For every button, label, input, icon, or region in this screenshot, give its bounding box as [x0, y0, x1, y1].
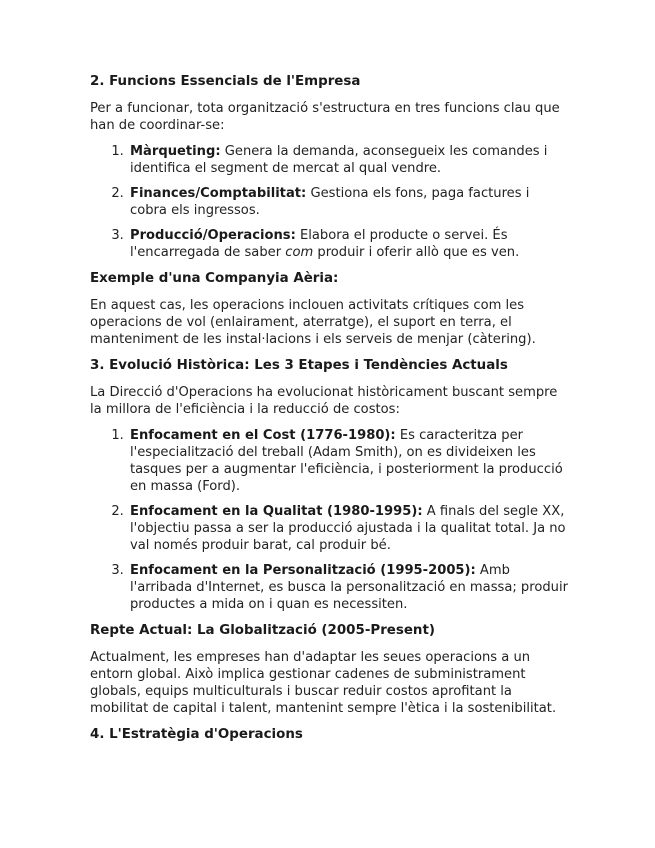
list-item: [128, 562, 568, 613]
section-2-heading: 2. Funcions Essencials de l'Empresa: [90, 74, 361, 89]
list-item: [128, 143, 568, 177]
section-3-intro: La Direcció d'Operacions ha evolucionat històricament buscant sempre la millora de l'eficiència i la reducció de costos:: [90, 385, 558, 417]
document-page: [90, 73, 568, 753]
list-item-term: Producció/Operacions:: [130, 228, 296, 243]
list-item-text: Amb l'arribada d'Internet, es busca la personalització en massa; produir productes a mida on i quan es necessiten.: [130, 563, 568, 612]
list-item-text: A finals del segle XX, l'objectiu passa a ser la producció ajustada i la qualitat total. Ja no val només produir barat, cal produir bé.: [130, 504, 566, 553]
list-item-term: Finances/Comptabilitat:: [130, 186, 307, 201]
list-item-term: Enfocament en el Cost (1776-1980):: [130, 428, 396, 443]
list-item: [128, 227, 568, 261]
section-2-intro: Per a funcionar, tota organització s'estructura en tres funcions clau que han de coordinar-se:: [90, 101, 560, 133]
list-item-term: Màrqueting:: [130, 144, 221, 159]
historical-stages-list: [90, 427, 568, 613]
list-item-term: Enfocament en la Personalització (1995-2005):: [130, 563, 476, 578]
list-item: [128, 185, 568, 219]
example-text: En aquest cas, les operacions inclouen activitats crítiques com les operacions de vol (enlairament, aterratge), el suport en terra, el manteniment de les instal·lacions i els serveis de menjar (càtering).: [90, 298, 536, 347]
list-item-text: Es caracteritza per l'especialització del treball (Adam Smith), on es divideixen les tasques per a augmentar l'eficiència, i posteriorment la producció en massa (Ford).: [130, 428, 563, 494]
challenge-text: Actualment, les empreses han d'adaptar les seues operacions a un entorn global. Això implica gestionar cadenes de subministrament globals, equips multiculturals i buscar reduir costos aprofitant la mobilitat de capital i talent, mantenint sempre l'ètica i la sostenibilitat.: [90, 650, 557, 716]
challenge-heading: Repte Actual: La Globalització (2005-Present): [90, 623, 435, 638]
list-item-text: produir i oferir allò que es ven.: [313, 245, 520, 260]
example-heading: Exemple d'una Companyia Aèria:: [90, 271, 339, 286]
section-4-heading: 4. L'Estratègia d'Operacions: [90, 727, 303, 742]
list-item-emphasis: com: [285, 245, 314, 260]
list-item-text: Genera la demanda, aconsegueix les comandes i identifica el segment de mercat al qual vendre.: [130, 144, 548, 176]
list-item: [128, 503, 568, 554]
list-item-term: Enfocament en la Qualitat (1980-1995):: [130, 504, 423, 519]
essential-functions-list: [90, 143, 568, 261]
section-3-heading: 3. Evolució Històrica: Les 3 Etapes i Tendències Actuals: [90, 358, 508, 373]
list-item-text: Elabora el producte o servei. És l'encarregada de saber: [130, 228, 508, 260]
list-item: [128, 427, 568, 495]
list-item-text: Gestiona els fons, paga factures i cobra els ingressos.: [130, 186, 530, 218]
